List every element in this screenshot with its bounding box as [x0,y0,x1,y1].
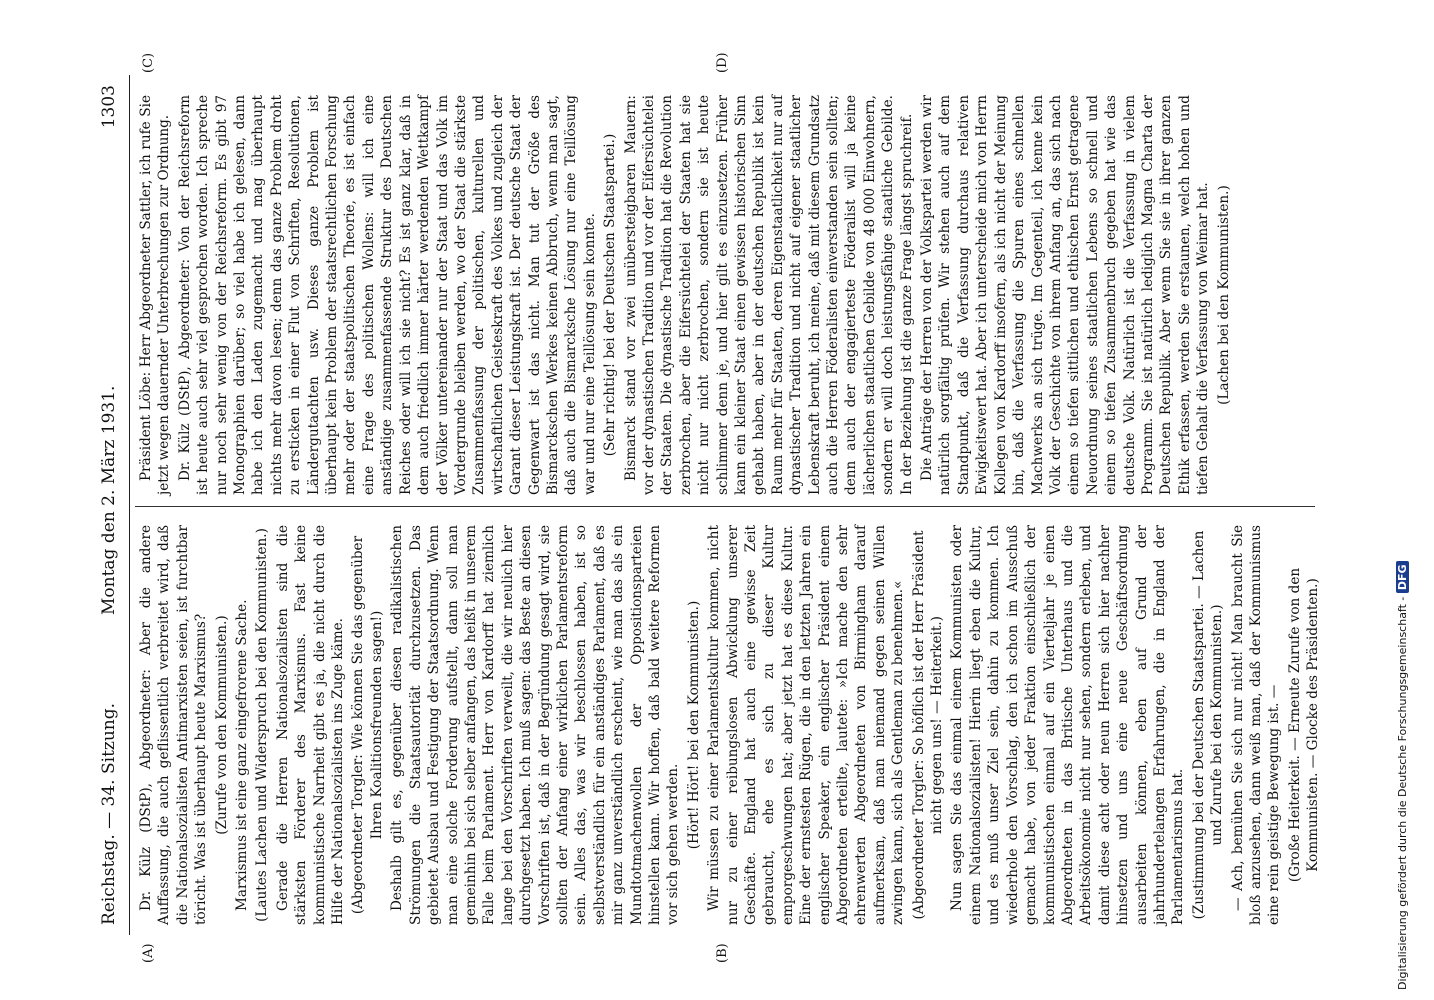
margin-marker-a: (A) [141,943,156,963]
paragraph: — Ach, bemühen Sie sich nur nicht! Man braucht Sie bloß anzusehen, dann weiß man, daß der Kommunismus eine rein geistige Bewegung ist. — [1229,525,1283,925]
page-number: 1303 [99,85,119,129]
interjection: (Abgeordneter Torgler: So höflich ist der Herr Präsident nicht gegen uns! — Heiterkeit.) [910,530,946,920]
paragraph: Dr. Külz (DStP), Abgeordneter: Aber die andere Auffassung, die auch geflissentlich verbreitet wird, daß die Nationalsozialisten Antimarxisten seien, ist furchtbar töricht. Was ist überhaupt heute Marxismus? [138,525,210,925]
paragraph: Deshalb gilt es, gegenüber diesen radikalistischen Strömungen die Staatsautorität durchzusetzen. Das gebietet Ausbau und Festigung der Staatsordnung. Wenn man eine solche Forderung aufstellt, dann soll man gemeinhin bei sich selber anfangen, das heißt in unserem Falle beim Parlament. Herr von Kardorff hat ziemlich lange bei den Vorschriften verweilt, die wir neulich hier durchgesetzt haben. Ich muß sagen: das Beste an diesen Vorschriften ist, daß in der Begründung gesagt wird, sie sollten der Anfang einer wirklichen Parlamentsreform sein. Alles das, was wir beschlossen haben, ist so selbstverständlich für ein anständiges Parlament, daß es mir ganz unverständlich erscheint, wie man das als ein Mundtotmachenwollen der Oppositionsparteien hinstellen kann. Wir hoffen, daß bald weitere Reformen vor sich gehen werden. [389,525,682,925]
paragraph: Wir müssen zu einer Parlamentskultur kommen, nicht nur zu einer reibungslosen Abwicklung unserer Geschäfte. England hat auch eine gewisse Zeit gebraucht, ehe es sich zu dieser Kultur emporgeschwungen hat; aber jetzt hat es diese Kultur. Eine der ernstesten Rügen, die in den letzten Jahren ein englischer Speaker, ein englischer Präsident einem Abgeordneten erteilte, lautete: »Ich mache den sehr ehrenwerten Abgeordneten von Birmingham darauf aufmerksam, daß man niemand gegen seinen Willen zwingen kann, sich als Gentleman zu benehmen.« [706,525,907,925]
funding-text: Digitalisierung gefördert durch die Deutsche Forschungsgemeinschaft - [1396,596,1409,990]
interjection: (Lautes Lachen und Widerspruch bei den Kommunisten.) [254,528,271,922]
paragraph: Nun sagen Sie das einmal einem Kommunisten oder einem Nationalsozialisten! Hierin liegt eben die Kultur, und es muß unser Ziel sein, dahin zu kommen. Ich wiederhole den Vorschlag, den ich schon im Ausschuß gemacht habe, von jeder Fraktion einschließlich der kommunistischen einmal auf ein Vierteljahr je einen Abgeordneten in das Britische Unterhaus und die Arbeitsökonomie nicht nur sehen, sondern erleben, und damit diese acht oder neun Herren sich hier nachher hinsetzen und uns eine neue Geschäftsordnung ausarbeiten können, eben auf Grund der jahrhundertelangen Erfahrungen, die in England der Parlamentarismus hat. [949,525,1187,925]
paragraph: Marxismus ist eine ganz eingefrorene Sache. [234,599,251,911]
header-rule [129,75,130,935]
interjection: (Zustimmung bei der Deutschen Staatspartei. — Lachen und Zurufe bei den Kommunisten.) [1190,530,1226,920]
header-date: Montag den 2. März 1931. [99,385,119,615]
header-left: Reichstag. — 34. Sitzung. [99,702,119,925]
interjection: (Hört! Hört! bei den Kommunisten.) [685,600,702,850]
interjection: (Lachen bei den Kommunisten.) [1215,185,1232,405]
funding-note [1396,10,1422,990]
paragraph: Dr. Külz (DStP), Abgeordneter: Von der Reichsreform ist heute auch sehr viel gesprochen worden. Ich spreche nur noch sehr wenig von der Reichsreform. Es gibt 97 Monographien darüber; so viel habe ich gelesen, dann habe ich den Laden zugemacht und mag überhaupt nichts mehr davon lesen; denn das ganze Problem droht zu ersticken in einer Flut von Schriften, Resolutionen, Ländergutachten usw. Dieses ganze Problem ist überhaupt kein Problem der staatsrechtlichen Forschung mehr oder der staatspolitischen Theorie, es ist einfach eine Frage des politischen Wollens: will ich eine anständige zusammenfassende Struktur des Deutschen Reiches oder will ich sie nicht? Es ist ganz klar, daß in dem auch friedlich immer härter werdenden Wettkampf der Völker untereinander nur der Staat und das Volk im Vordergrunde bleiben werden, wo der Staat die stärkste Zusammenfassung der politischen, kulturellen und wirtschaftlichen Geisteskraft des Volkes und zugleich der Garant dieser Leistungskraft ist. Der deutsche Staat der Gegenwart ist das nicht. Man tut der Größe des Bismarckschen Werkes keinen Abbruch, wenn man sagt, daß auch die Bismarcksche Lösung nur eine Teillösung war und nur eine Teillösung sein konnte. [176,95,598,495]
margin-marker-b: (B) [715,943,730,963]
paragraph: Präsident Löbe: Herr Abgeordneter Sattler, ich rufe Sie jetzt wegen dauernder Unterbrechungen zur Ordnung. [138,95,173,495]
interjection: (Große Heiterkeit. — Erneute Zurufe von den Kommunisten. — Glocke des Präsidenten.) [1286,567,1322,883]
paragraph: Bismarck stand vor zwei unübersteigbaren Mauern: vor der dynastischen Tradition und vor der Eifersüchtelei der Staaten. Die dynastische Tradition hat die Revolution zerbrochen, aber die Eifersüchtelei der Staaten hat sie nicht nur nicht zerbrochen, sondern sie ist heute schlimmer denn je, und hier gilt es einzusetzen. Früher kann ein kleiner Staat einen gewissen historischen Sinn gehabt haben, aber in der deutschen Republik ist kein Raum mehr für Staaten, deren Eigenstaatlichkeit nur auf dynastischer Tradition und nicht auf eigener staatlicher Lebenskraft beruht, ich meine, daß mit diesem Grundsatz auch die Herren Föderalisten einverstanden sein sollten; denn auch der engagierteste Föderalist will ja keine lächerlichen staatlichen Gebilde von 48 000 Einwohnern, sondern er will doch leistungsfähige staatliche Gebilde. In der Beziehung ist die ganze Frage längst spruchreif. [622,95,915,495]
margin-marker-d: (D) [715,52,730,73]
interjection: (Zurufe von den Kommunisten.) [213,615,230,835]
paragraph: Die Anträge der Herren von der Volkspartei werden wir natürlich sorgfältig prüfen. Wir stehen auch auf dem Standpunkt, daß die Verfassung durchaus relativen Ewigkeitswert hat. Aber ich unterscheide mich von Herrn Kollegen von Kardorff insofern, als ich nicht der Meinung bin, daß die Verfassung die Spuren eines schnellen Machwerks an sich trüge. Im Gegenteil, ich kenne kein Volk der Geschichte von ihrem Anfang an, das sich nach einem so tiefen sittlichen und ethischen Ernst getragene Neuordnung seines staatlichen Lebens so schnell und einem so tiefen Zusammenbruch gegeben hat wie das deutsche Volk. Natürlich ist die Verfassung in vielem Programm. Sie ist natürlich lediglich Magna Charta der Deutschen Republik. Aber wenn Sie sie in ihrer ganzen Ethik erfassen, werden Sie erstaunen, welch hohen und tiefen Gehalt die Verfassung von Weimar hat. [919,95,1212,495]
interjection: (Abgeordneter Torgler: Wie können Sie das gegenüber Ihren Koalitionsfreunden sagen!) [350,535,385,915]
rotated-print-page [95,52,1335,963]
column-divider [135,506,1315,507]
paragraph: Gerade die Herren Nationalsozialisten sind die stärksten Förderer des Marxismus. Fast keine kommunistische Narrheit gibt es ja, die nicht durch die Hilfe der Nationalsozialisten ins Zuge käme. [274,525,347,925]
left-column [137,525,1322,925]
margin-marker-c: (C) [141,52,156,73]
interjection: (Sehr richtig! bei der Deutschen Staatspartei.) [602,133,619,457]
dfg-logo: DFG [1396,561,1409,593]
right-column [137,95,1317,495]
running-header [95,75,127,935]
